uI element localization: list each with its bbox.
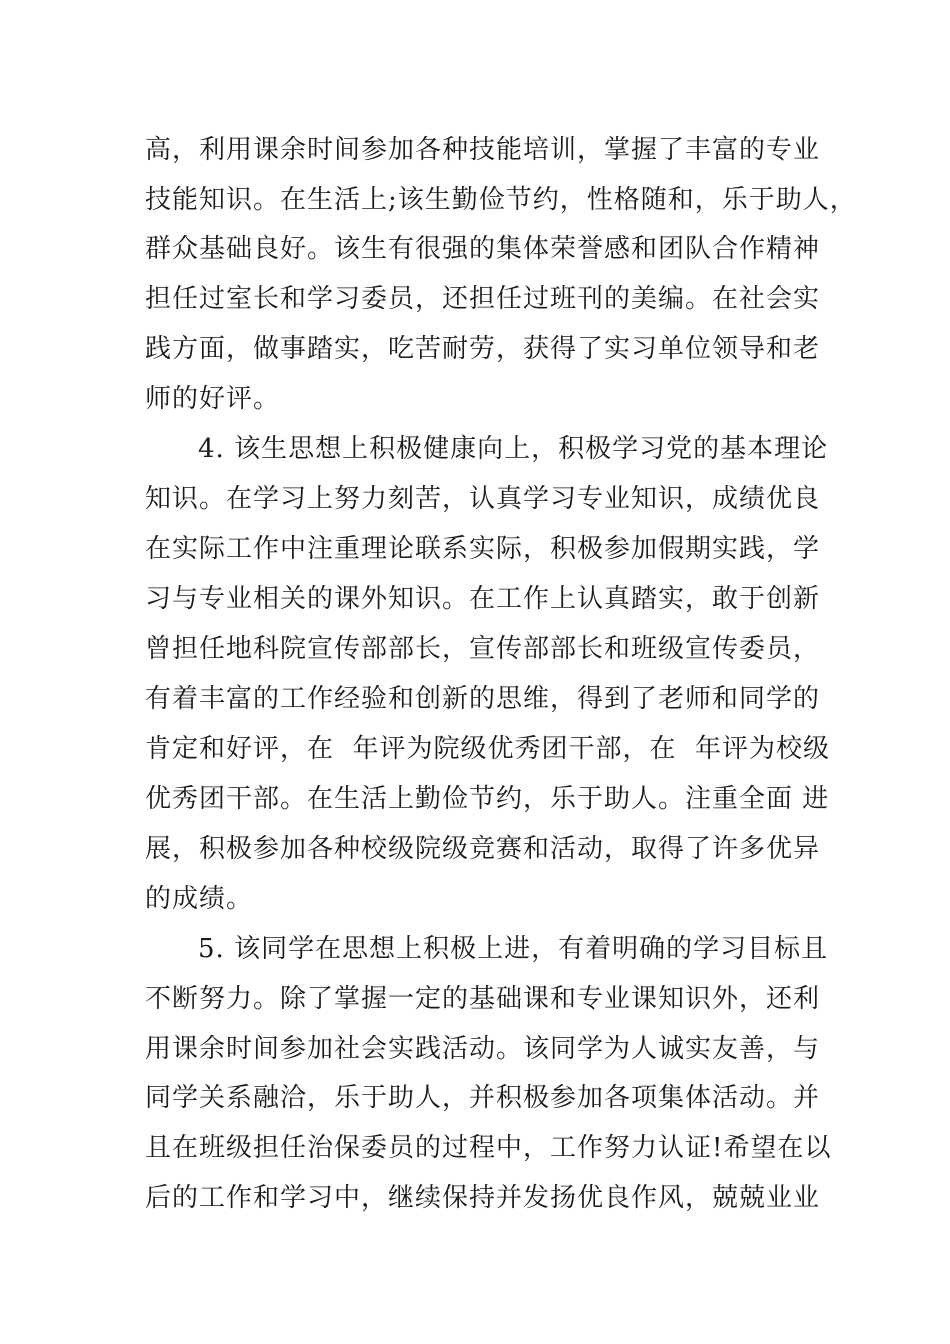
text-line: 曾担任地科院宣传部部长，宣传部部长和班级宣传委员，	[145, 634, 821, 664]
list-item-4: 4. 该生思想上积极健康向上，积极学习党的基本理论	[198, 434, 829, 464]
list-item-5: 5. 该同学在思想上积极上进，有着明确的学习目标且	[198, 934, 829, 964]
text-line: 知识。在学习上努力刻苦，认真学习专业知识，成绩优良	[145, 484, 821, 514]
text-line: 高，利用课余时间参加各种技能培训，掌握了丰富的专业	[145, 135, 821, 165]
text-line: 优秀团干部。在生活上勤俭节约，乐于助人。注重全面 进	[145, 784, 830, 814]
text-line: 同学关系融洽，乐于助人，并积极参加各项集体活动。并	[145, 1083, 821, 1113]
text-line: 践方面，做事踏实，吃苦耐劳，获得了实习单位领导和老	[145, 334, 821, 364]
text-line: 师的好评。	[145, 384, 281, 414]
text-line: 且在班级担任治保委员的过程中，工作努力认证!希望在以	[145, 1133, 832, 1163]
text-line: 有着丰富的工作经验和创新的思维，得到了老师和同学的	[145, 684, 821, 714]
text-line: 在实际工作中注重理论联系实际，积极参加假期实践，学	[145, 534, 821, 564]
text-line: 展，积极参加各种校级院级竞赛和活动，取得了许多优异	[145, 834, 821, 864]
text-line: 不断努力。除了掌握一定的基础课和专业课知识外，还利	[145, 984, 821, 1014]
text-line: 肯定和好评，在 年评为院级优秀团干部，在 年评为校级	[145, 734, 831, 764]
text-line: 习与专业相关的课外知识。在工作上认真踏实，敢于创新	[145, 584, 821, 614]
text-line: 群众基础良好。该生有很强的集体荣誉感和团队合作精神	[145, 234, 821, 264]
text-line: 的成绩。	[145, 884, 254, 914]
text-line: 担任过室长和学习委员，还担任过班刊的美编。在社会实	[145, 284, 821, 314]
text-line: 用课余时间参加社会实践活动。该同学为人诚实友善，与	[145, 1034, 821, 1064]
text-line: 后的工作和学习中，继续保持并发扬优良作风，兢兢业业	[145, 1183, 821, 1213]
text-line: 技能知识。在生活上;该生勤俭节约，性格随和，乐于助人，	[145, 185, 857, 215]
